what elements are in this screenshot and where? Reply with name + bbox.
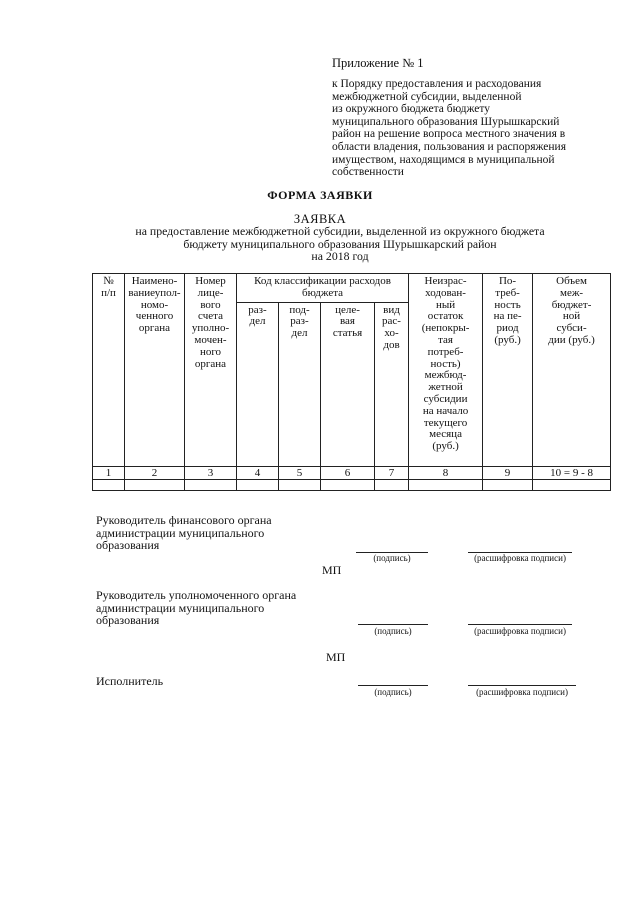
signature-caption: (подпись) <box>374 687 412 697</box>
header-line: номо- <box>140 298 169 311</box>
signature-label-line: Руководитель уполномоченного органа <box>96 588 297 602</box>
empty-cell <box>185 479 237 490</box>
header-line: ность <box>494 298 521 311</box>
header-line: жетной <box>428 381 463 394</box>
header-line: ходован- <box>425 286 466 299</box>
header-line: вого <box>200 298 221 311</box>
empty-cell <box>125 479 185 490</box>
header-line: органа <box>138 322 171 335</box>
column-number-cell: 1 <box>93 466 125 479</box>
appendix-line: к Порядку предоставления и расходования <box>332 78 542 90</box>
appendix-line: из окружного бюджета бюджету <box>332 103 490 116</box>
header-line: раз- <box>248 303 267 316</box>
header-line: дел <box>291 327 308 340</box>
decryption-caption: (расшифровка подписи) <box>474 626 566 636</box>
header-line: лице- <box>197 286 224 299</box>
application-subtitle <box>60 225 620 263</box>
application-title: ЗАЯВКА <box>293 212 347 226</box>
empty-cell <box>409 479 483 490</box>
decryption-line <box>468 685 576 686</box>
header-line: ваниеупол- <box>128 286 181 299</box>
signature-label-line: администрации муниципального <box>96 525 265 540</box>
header-line: По- <box>498 275 517 287</box>
column-number-cell: 9 <box>483 466 533 479</box>
header-section <box>237 302 279 466</box>
header-line: потреб- <box>427 345 464 358</box>
column-number-cell: 4 <box>237 466 279 479</box>
header-line: дов <box>383 338 400 351</box>
header-line: на начало <box>422 404 469 417</box>
header-unused-balance <box>409 274 483 467</box>
application-subtitle-line: на предоставление межбюджетной субсидии, выделенной из окружного бюджета <box>135 224 545 238</box>
header-organ-name <box>125 274 185 467</box>
empty-cell <box>279 479 321 490</box>
header-line: месяца <box>429 428 462 441</box>
appendix-line: имуществом, находящимся в муниципальной <box>332 153 555 166</box>
signature-label-line: Исполнитель <box>96 674 164 688</box>
signature-label-line: образования <box>96 538 160 552</box>
header-budget-classification <box>237 274 409 303</box>
finance-head-label <box>96 514 272 552</box>
appendix-line: собственности <box>332 166 404 179</box>
header-line: меж- <box>559 286 584 299</box>
column-number-cell: 7 <box>375 466 409 479</box>
header-line: Номер <box>195 275 226 287</box>
header-line: (непокры- <box>421 322 470 335</box>
header-line: вид <box>383 303 400 316</box>
signature-label-line: образования <box>96 613 160 627</box>
header-line: п/п <box>101 286 116 299</box>
header-line: риод <box>496 322 519 335</box>
authorized-head-label <box>96 589 296 627</box>
header-line: ченного <box>135 310 174 323</box>
header-line: остаток <box>427 310 464 323</box>
appendix-title: Приложение № 1 <box>332 56 424 70</box>
header-line: (руб.) <box>494 333 521 346</box>
header-line: № <box>103 275 114 287</box>
header-line: рас- <box>382 315 401 328</box>
header-line: раз- <box>290 315 309 328</box>
header-subsidy-volume <box>533 274 611 467</box>
stamp-placeholder: МП <box>322 563 342 577</box>
decryption-caption: (расшифровка подписи) <box>474 553 566 563</box>
signature-caption: (подпись) <box>373 553 411 563</box>
header-line: ный <box>435 298 456 311</box>
header-line: тая <box>438 333 453 346</box>
header-line: текущего <box>423 416 468 429</box>
header-line: мочен- <box>194 333 227 346</box>
header-account-number <box>185 274 237 467</box>
signature-line <box>358 624 428 625</box>
decryption-caption: (расшифровка подписи) <box>476 687 568 697</box>
empty-cell <box>93 479 125 490</box>
signature-line <box>358 685 428 686</box>
header-line: межбюд- <box>424 369 467 382</box>
decryption-line <box>468 624 572 625</box>
header-line: субсидии <box>423 392 468 405</box>
header-line: вая <box>340 315 355 328</box>
column-number-cell: 5 <box>279 466 321 479</box>
appendix-line: области владения, пользования и распоряжения <box>332 140 566 153</box>
empty-cell <box>321 479 375 490</box>
signature-caption: (подпись) <box>374 626 412 636</box>
signature-label-line: администрации муниципального <box>96 600 265 615</box>
header-line: под- <box>289 303 310 316</box>
column-number-cell: 6 <box>321 466 375 479</box>
empty-cell <box>483 479 533 490</box>
header-line: (руб.) <box>432 440 459 453</box>
stamp-placeholder: МП <box>326 650 346 664</box>
header-expense-type <box>375 302 409 466</box>
form-title: ФОРМА ЗАЯВКИ <box>267 188 373 202</box>
header-line: органа <box>194 357 227 370</box>
column-number-cell: 2 <box>125 466 185 479</box>
header-line: хо- <box>384 327 399 340</box>
header-line: счета <box>198 310 223 323</box>
appendix-line: межбюджетной субсидии, выделенной <box>332 90 522 103</box>
executor-label <box>96 675 163 688</box>
header-line: статья <box>332 327 363 340</box>
appendix-line: муниципального образования Шурышкарский <box>332 115 560 128</box>
header-line: ного <box>199 345 222 358</box>
header-target-article <box>321 302 375 466</box>
header-line: бюджета <box>302 286 344 299</box>
header-line: целе- <box>335 303 360 316</box>
appendix-line: район на решение вопроса местного значения в <box>332 128 566 141</box>
header-period-need <box>483 274 533 467</box>
header-line: уполно- <box>191 322 230 335</box>
application-subtitle-line: на 2018 год <box>311 249 369 263</box>
header-line: Наимено- <box>131 275 178 287</box>
empty-cell <box>375 479 409 490</box>
header-line: на пе- <box>493 310 522 323</box>
application-table <box>92 273 611 491</box>
header-line: дел <box>249 315 266 328</box>
header-line: Код классификации расходов <box>254 275 391 287</box>
column-number-cell: 10 = 9 - 8 <box>533 466 611 479</box>
header-number <box>93 274 125 467</box>
appendix-text <box>332 78 602 179</box>
column-number-cell: 8 <box>409 466 483 479</box>
header-line: Неизрас- <box>424 275 467 287</box>
header-line: ной <box>562 310 581 323</box>
empty-cell <box>237 479 279 490</box>
column-number-cell: 3 <box>185 466 237 479</box>
application-subtitle-line: бюджету муниципального образования Шурышкарский район <box>183 236 497 251</box>
header-line: треб- <box>495 286 520 299</box>
header-line: бюджет- <box>551 298 592 311</box>
empty-cell <box>533 479 611 490</box>
header-line: дии (руб.) <box>548 333 595 346</box>
signature-label-line: Руководитель финансового органа <box>96 513 272 527</box>
header-line: Объем <box>556 275 587 287</box>
header-line: ность) <box>430 357 461 370</box>
header-line: субси- <box>556 322 587 335</box>
header-subsection <box>279 302 321 466</box>
